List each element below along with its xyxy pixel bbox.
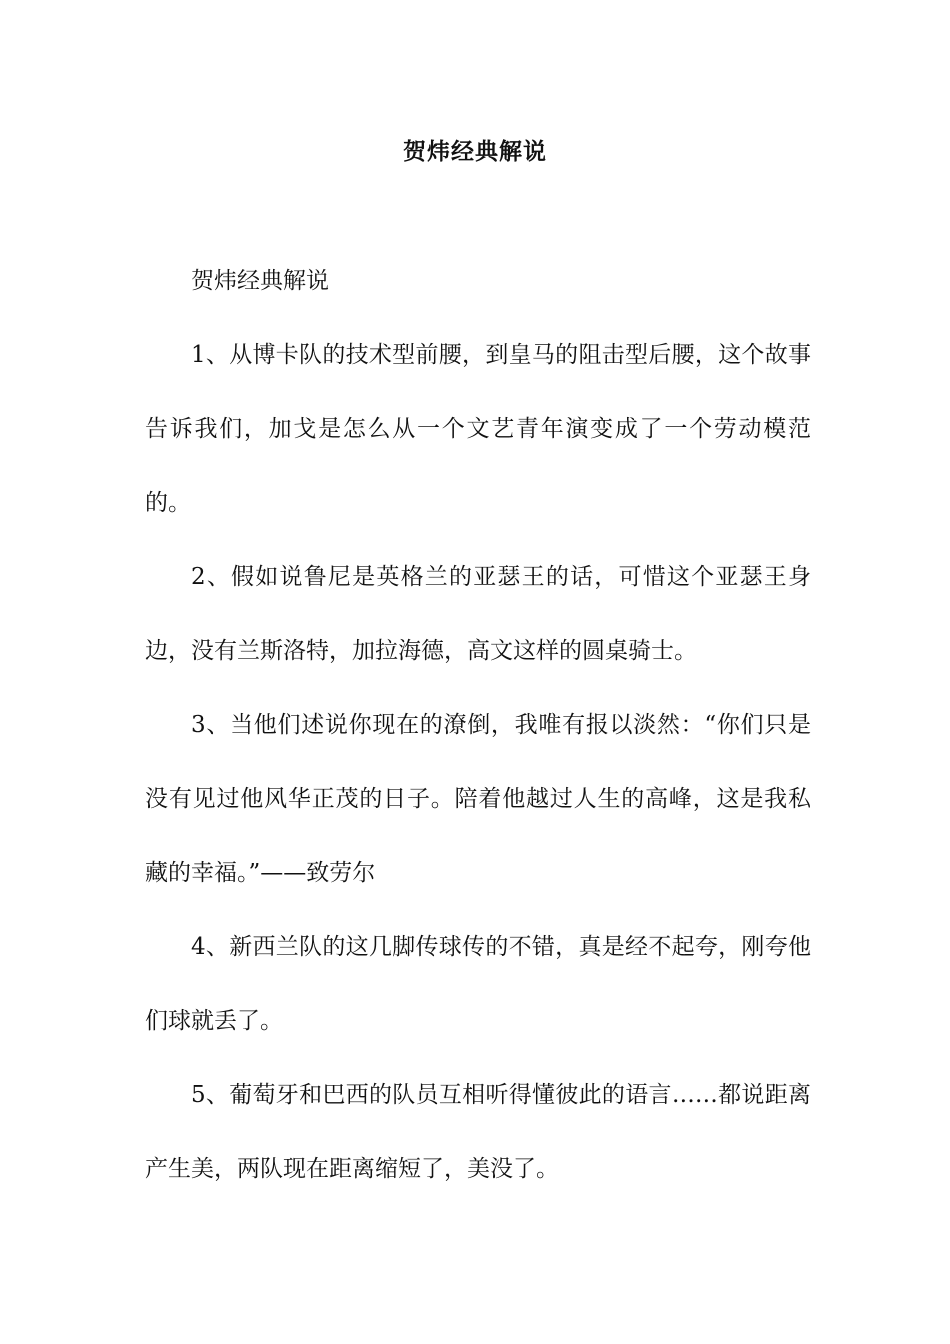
paragraph-5: 5、葡萄牙和巴西的队员互相听得懂彼此的语言……都说距离产生美，两队现在距离缩短了，美没了。	[145, 1082, 811, 1182]
paragraph-3: 3、当他们述说你现在的潦倒，我唯有报以淡然：“你们只是没有见过他风华正茂的日子。陪着他越过人生的高峰，这是我私藏的幸福。”——致劳尔	[145, 712, 811, 886]
document-title: 贺炜经典解说	[403, 138, 547, 165]
paragraph-2: 2、假如说鲁尼是英格兰的亚瑟王的话，可惜这个亚瑟王身边，没有兰斯洛特，加拉海德，高文这样的圆桌骑士。	[145, 564, 811, 664]
paragraph-4: 4、新西兰队的这几脚传球传的不错，真是经不起夸，刚夸他们球就丢了。	[145, 934, 811, 1034]
paragraph-subtitle: 贺炜经典解说	[191, 268, 329, 294]
paragraph-1: 1、从博卡队的技术型前腰，到皇马的阻击型后腰，这个故事告诉我们，加戈是怎么从一个文艺青年演变成了一个劳动模范的。	[145, 342, 811, 516]
document-body	[145, 244, 811, 1206]
